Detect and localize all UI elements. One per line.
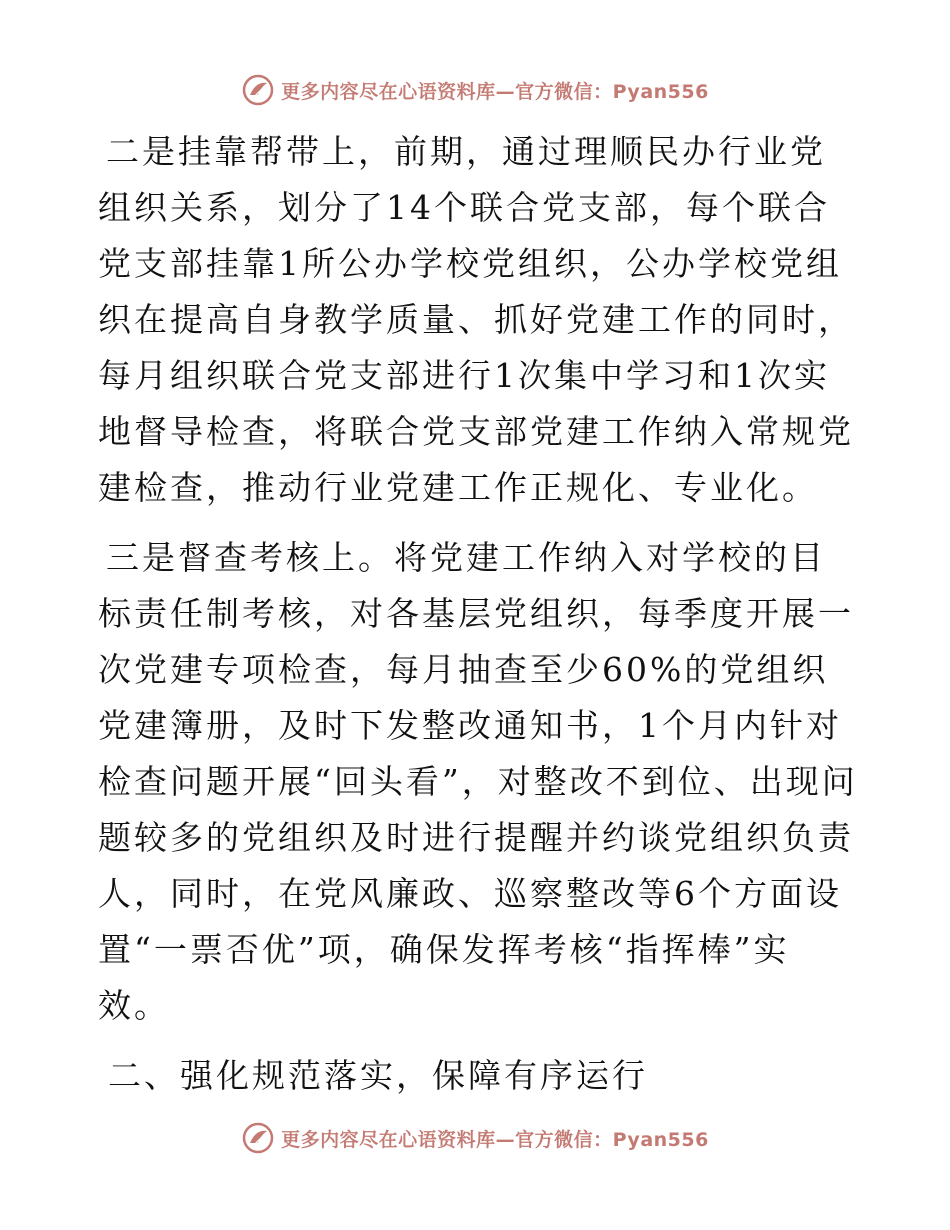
watermark-footer <box>0 1118 950 1158</box>
brand-logo-icon <box>241 73 275 107</box>
watermark-text: 更多内容尽在心语资料库—官方微信：Pyan556 <box>281 1128 709 1151</box>
paragraph-2: 三是督查考核上。将党建工作纳入对学校的目标责任制考核，对各基层党组织，每季度开展一次党建专项检查，每月抽查至少60%的党组织党建簿册，及时下发整改通知书，1个月内针对检查问题开展“回头看”，对整改不到位、出现问题较多的党组织及时进行提醒并约谈党组织负责人，同时，在党风廉政、巡察整改等6个方面设置“一票否优”项，确保发挥考核“指挥棒”实效。 <box>98 538 858 1025</box>
brand-logo-icon <box>241 1121 275 1155</box>
watermark-header <box>0 70 950 110</box>
paragraph-1: 二是挂靠帮带上，前期，通过理顺民办行业党组织关系，划分了14个联合党支部，每个联合党支部挂靠1所公办学校党组织，公办学校党组织在提高自身教学质量、抓好党建工作的同时，每月组织联合党支部进行1次集中学习和1次实地督导检查，将联合党支部党建工作纳入常规党建检查，推动行业党建工作正规化、专业化。 <box>98 132 854 507</box>
section-heading: 二、强化规范落实，保障有序运行 <box>108 1056 648 1095</box>
watermark-text: 更多内容尽在心语资料库—官方微信：Pyan556 <box>281 80 709 103</box>
document-body <box>98 124 858 1118</box>
